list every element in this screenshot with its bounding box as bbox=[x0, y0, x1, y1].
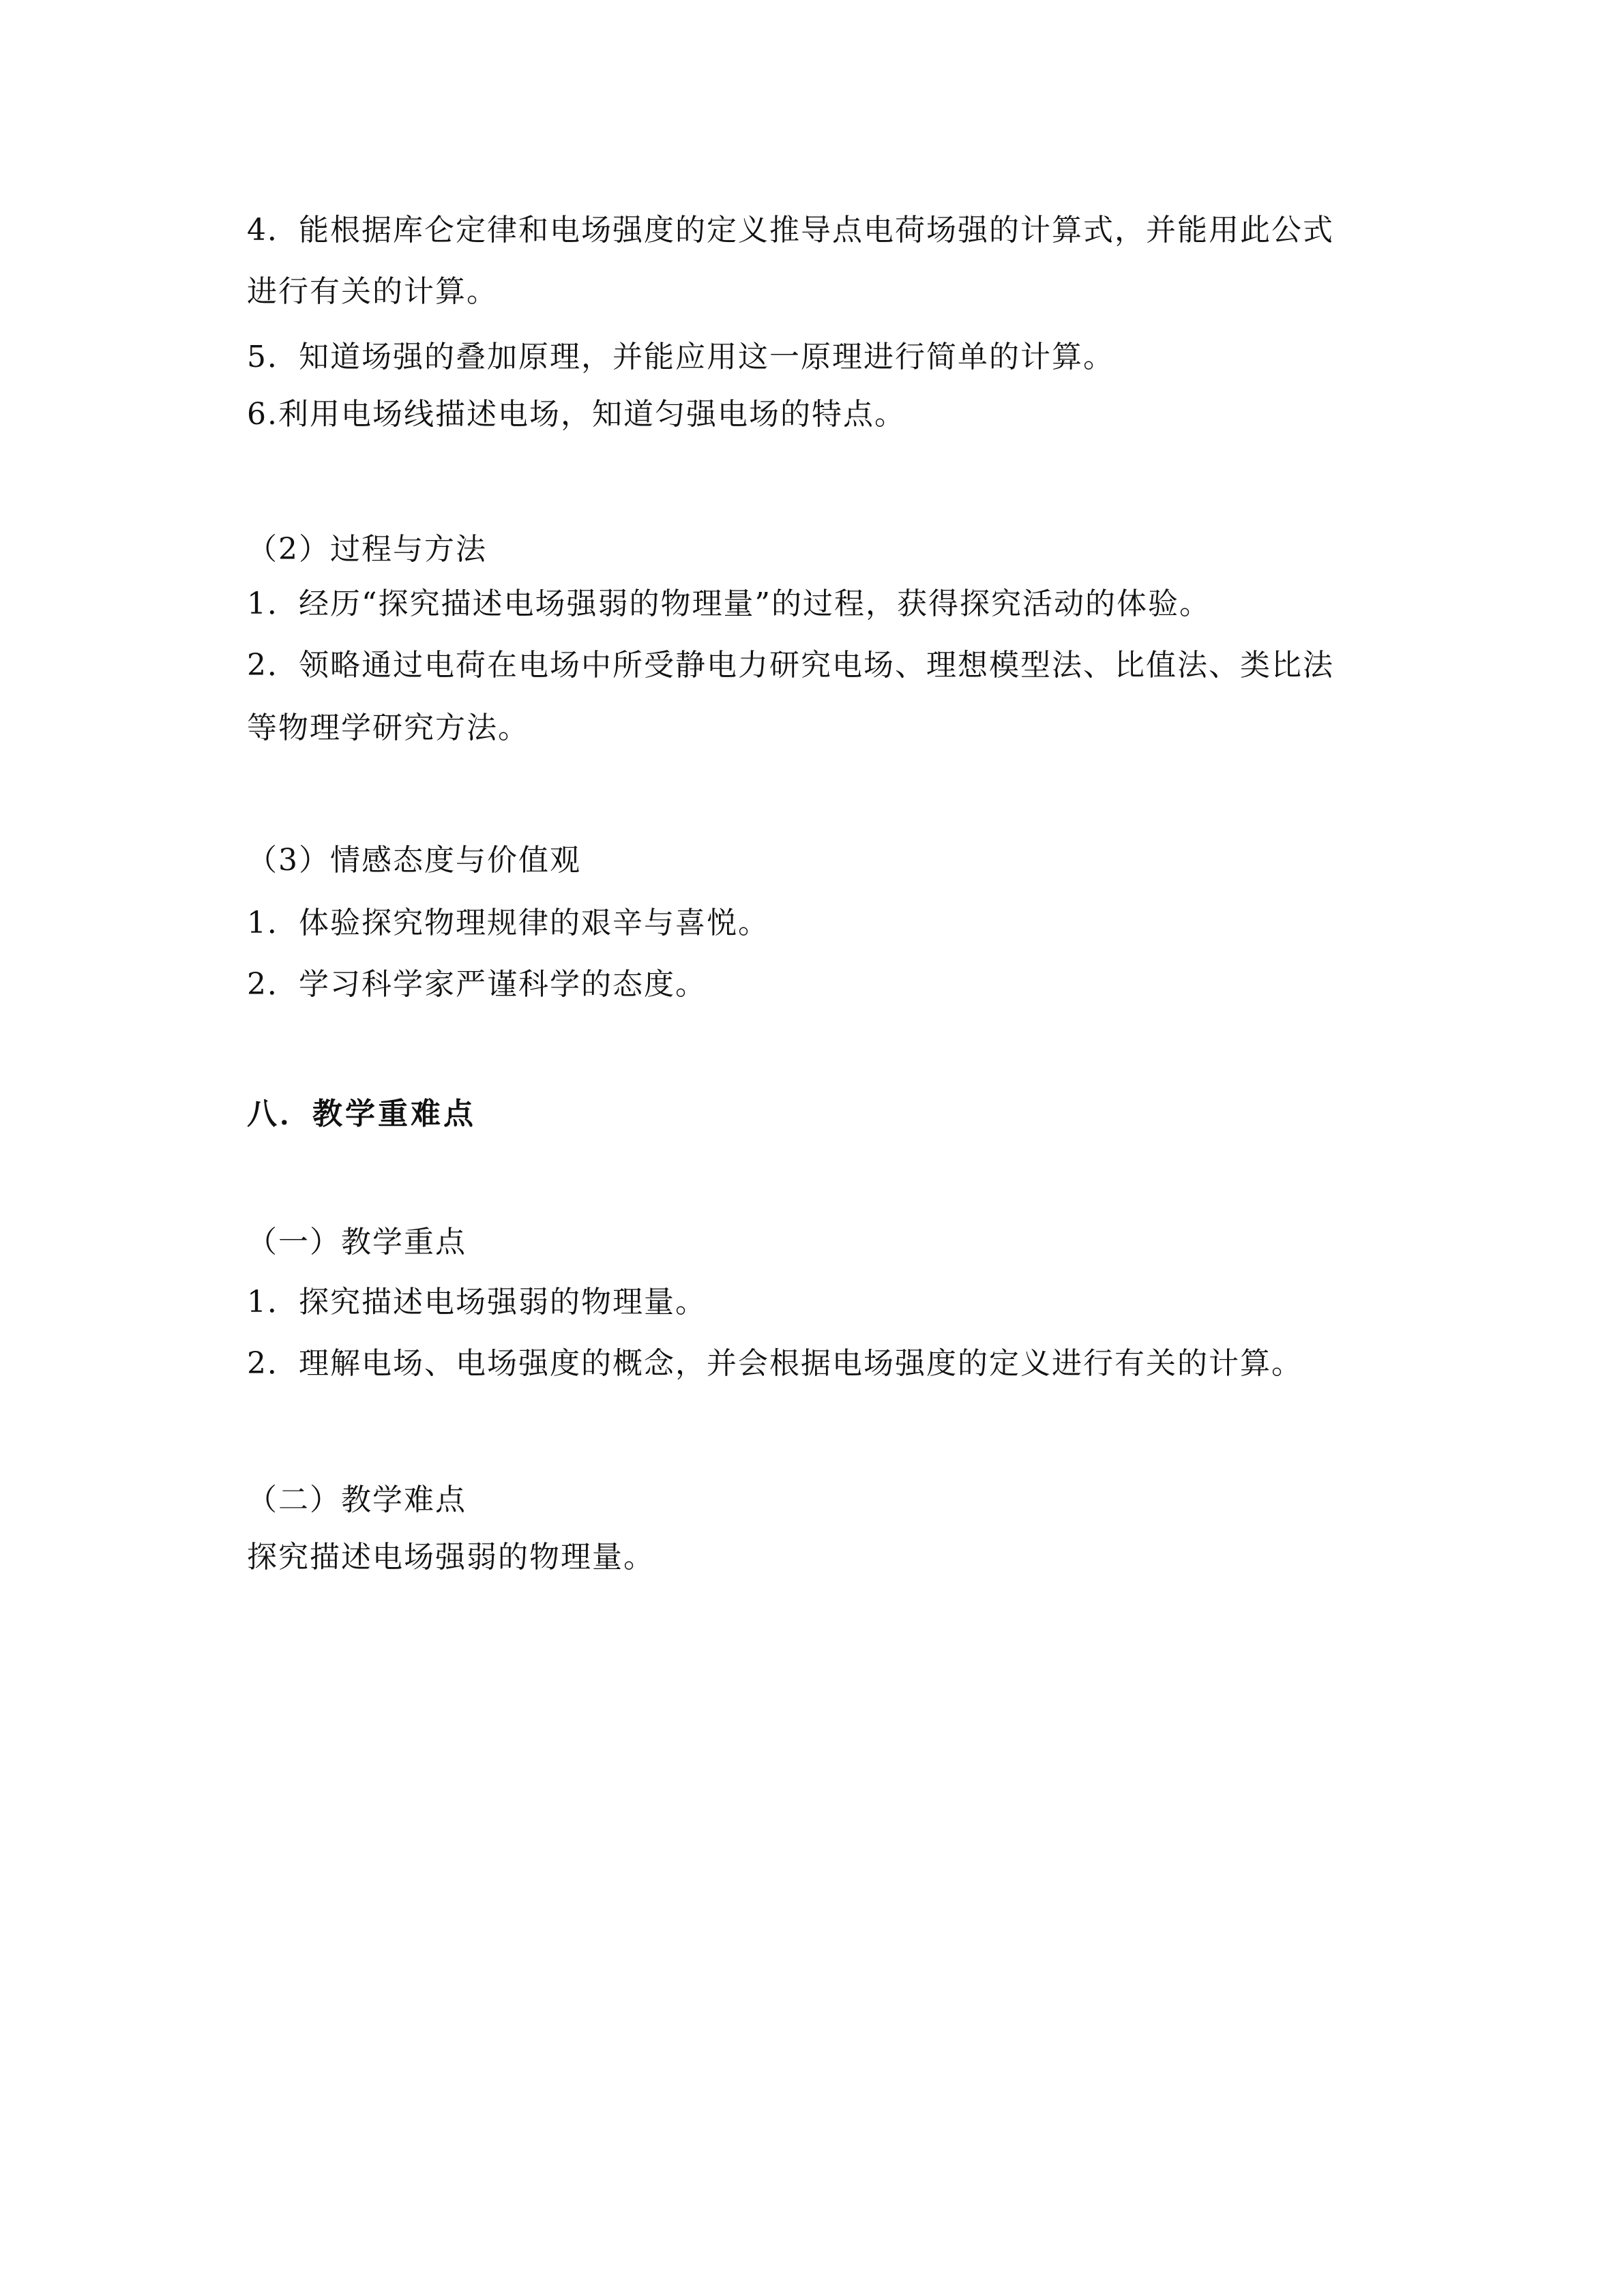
objective-item-4-line-1: 4．能根据库仑定律和电场强度的定义推导点电荷场强的计算式，并能用此公式 bbox=[247, 213, 1334, 248]
key-point-item-2: 2．理解电场、电场强度的概念，并会根据电场强度的定义进行有关的计算。 bbox=[247, 1346, 1303, 1381]
objective-item-4-line-2: 进行有关的计算。 bbox=[247, 274, 498, 309]
process-item-1: 1．经历“探究描述电场强弱的物理量”的过程，获得探究活动的体验。 bbox=[247, 586, 1211, 621]
key-points-title: （一）教学重点 bbox=[247, 1225, 467, 1259]
process-item-2-line-1: 2．领略通过电荷在电场中所受静电力研究电场、理想模型法、比值法、类比法 bbox=[247, 648, 1334, 683]
emotion-item-1: 1．体验探究物理规律的艰辛与喜悦。 bbox=[247, 906, 769, 940]
difficulties-title: （二）教学难点 bbox=[247, 1482, 467, 1517]
difficulty-text: 探究描述电场强弱的物理量。 bbox=[247, 1540, 655, 1575]
section-heading-teaching-focus: 八．教学重难点 bbox=[247, 1097, 476, 1131]
objective-item-6: 6.利用电场线描述电场，知道匀强电场的特点。 bbox=[247, 397, 906, 432]
objective-item-5: 5．知道场强的叠加原理，并能应用这一原理进行简单的计算。 bbox=[247, 340, 1114, 374]
process-method-title: （2）过程与方法 bbox=[247, 532, 487, 567]
key-point-item-1: 1．探究描述电场强弱的物理量。 bbox=[247, 1285, 707, 1320]
process-item-2-line-2: 等物理学研究方法。 bbox=[247, 711, 529, 745]
emotion-values-title: （3）情感态度与价值观 bbox=[247, 843, 581, 878]
emotion-item-2: 2．学习科学家严谨科学的态度。 bbox=[247, 967, 707, 1002]
